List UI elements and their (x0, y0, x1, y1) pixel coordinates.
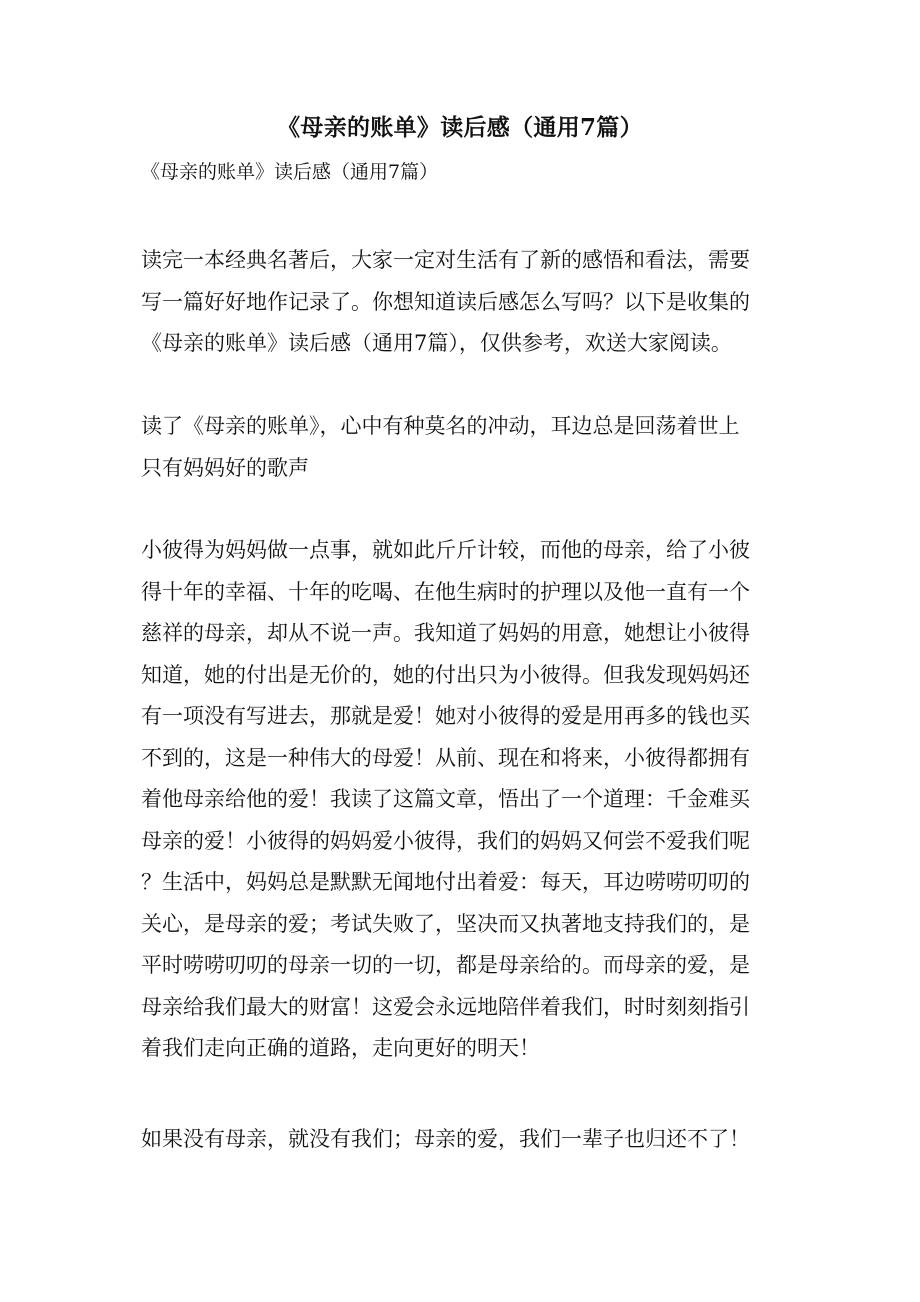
paragraph-conclusion (141, 1119, 781, 1161)
text-line: 如果没有母亲，就没有我们；母亲的爱，我们一辈子也归还不了！ (141, 1127, 750, 1151)
text-line: 《母亲的账单》读后感（通用7篇），仅供参考，欢送大家阅读。 (141, 331, 732, 355)
text-line: 平时唠唠叨叨的母亲一切的一切，都是母亲给的。而母亲的爱，是 (141, 953, 750, 977)
text-line: 得十年的幸福、十年的吃喝、在他生病时的护理以及他一直有一个 (141, 579, 750, 604)
paragraph-body (141, 530, 781, 1070)
text-line: 不到的，这是一种伟大的母爱！从前、现在和将来，小彼得都拥有 (141, 745, 750, 770)
text-line: 读了《母亲的账单》，心中有种莫名的冲动，耳边总是回荡着世上 (141, 414, 740, 438)
text-line: 只有妈妈好的歌声 (141, 455, 309, 480)
text-line: 着他母亲给他的爱！我读了这篇文章，悟出了一个道理：千金难买 (141, 787, 750, 811)
document-subtitle: 《母亲的账单》读后感（通用7篇） (141, 161, 439, 183)
text-line: 母亲给我们最大的财富！这爱会永远地陪伴着我们，时时刻刻指引 (141, 994, 750, 1019)
text-line: 着我们走向正确的道路，走向更好的明天！ (141, 1036, 540, 1060)
text-line: 知道，她的付出是无价的，她的付出只为小彼得。但我发现妈妈还 (141, 662, 750, 687)
document-title: 《母亲的账单》读后感（通用7篇） (277, 114, 643, 141)
paragraph-intro (141, 240, 781, 365)
paragraph-feeling (141, 406, 781, 489)
text-line: 读完一本经典名著后，大家一定对生活有了新的感悟和看法，需要 (141, 248, 750, 272)
text-line: 小彼得为妈妈做一点事，就如此斤斤计较，而他的母亲，给了小彼 (141, 538, 750, 562)
text-line: ？生活中，妈妈总是默默无闻地付出着爱：每天，耳边唠唠叨叨的 (141, 870, 750, 894)
text-line: 有一项没有写进去，那就是爱！她对小彼得的爱是用再多的钱也买 (141, 704, 750, 728)
text-line: 母亲的爱！小彼得的妈妈爱小彼得，我们的妈妈又何尝不爱我们呢 (141, 828, 750, 853)
text-line: 关心，是母亲的爱；考试失败了，坚决而又执著地支持我们的，是 (141, 911, 750, 936)
text-line: 慈祥的母亲，却从不说一声。我知道了妈妈的用意，她想让小彼得 (141, 621, 750, 645)
text-line: 写一篇好好地作记录了。你想知道读后感怎么写吗？以下是收集的 (141, 289, 750, 314)
